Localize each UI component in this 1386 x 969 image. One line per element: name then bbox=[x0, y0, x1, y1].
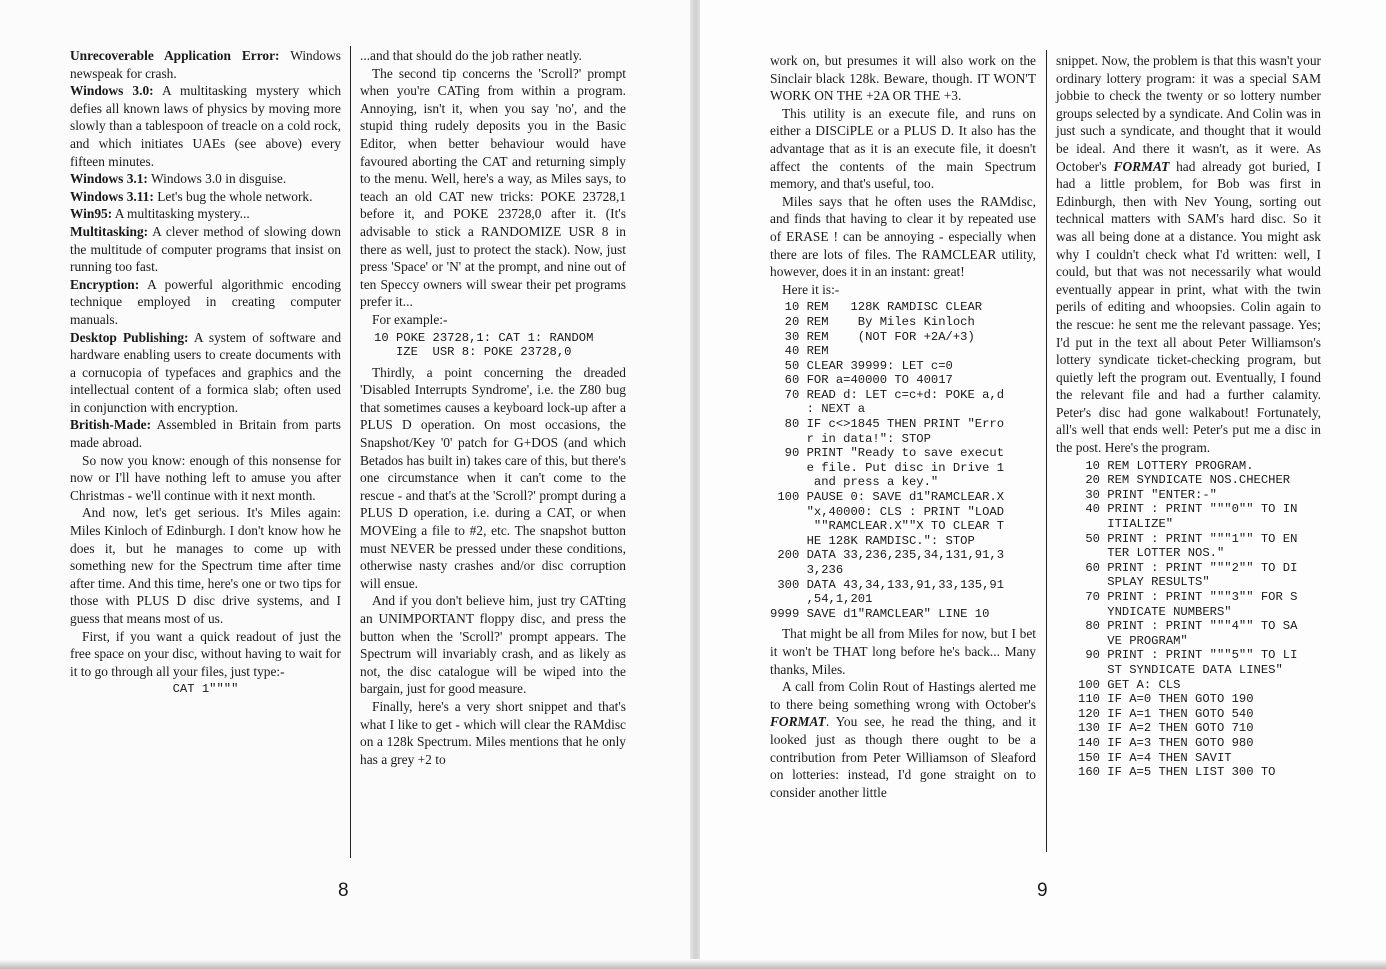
paragraph: So now you know: enough of this nonsense for now or I'll have nothing left to amuse you after Christmas - we'll continue with it next month. bbox=[70, 452, 341, 503]
paragraph: This utility is an execute file, and runs on either a DISCiPLE or a PLUS D. It also has the advantage that as it is an execute file, it doesn't affect the contents of the main Spectrum memory, and that's useful, too. bbox=[770, 105, 1036, 192]
glossary-entry: Windows 3.11: Let's bug the whole network. bbox=[70, 188, 313, 204]
glossary-entry: Unrecoverable Application Error: Windows newspeak for crash. bbox=[70, 48, 342, 81]
right-page bbox=[700, 0, 1386, 969]
glossary-list bbox=[70, 47, 341, 452]
paragraph: That might be all from Miles for now, but I bet it won't be THAT long before he's back... Many thanks, Miles. bbox=[770, 626, 1036, 677]
left-column-2 bbox=[360, 47, 626, 768]
format-magazine-title: FORMAT bbox=[1113, 158, 1170, 174]
column-divider bbox=[1046, 50, 1047, 852]
right-column-2 bbox=[1056, 52, 1321, 784]
paragraph: snippet. Now, the problem is that this wasn't your ordinary lottery program: it was a special SAM jobbie to check the twenty or so lottery number groups selected by a syndicate. And Colin was in just such a syndicate, and thought that it would be ideal. And there it wasn't, as it were. As October's FORMAT had already got buried, I had a little problem, for Bob was first in Edinburgh, then with Nev Young, sorting out technical matters with SAM's hard disc. So it was all being done at a distance. You might ask why I couldn't check what I'd written: well, I could, but that was not necessarily what would eventually appear in print, what with the twin perils of editing and whoopsies. Colin again to the rescue: he sent me the relevant passage. Yes; I'd put in the text all about Peter Williamson's lottery syndicate ticket-checking program, but quietly left the program out. Eventually, I found the relevant file and had a further calamity. Peter's disc had gone walkabout! Fortunately, all's well that ends well: Peter's put me a disc in the post. Here's the program. bbox=[1056, 53, 1321, 456]
paragraph: work on, but presumes it will also work on the Sinclair black 128k. Beware, though. IT WON'T WORK ON THE +2A OR THE +3. bbox=[770, 53, 1036, 104]
paragraph: First, if you want a quick readout of just the free space on your disc, without having to wait for it to go through all your files, just type:- bbox=[70, 628, 341, 679]
glossary-entry: Multitasking: A clever method of slowing down the multitude of computer programs that insist on running too fast. bbox=[70, 223, 342, 275]
paragraph: ...and that should do the job rather neatly. bbox=[360, 48, 582, 63]
bottom-edge-shadow bbox=[0, 959, 1386, 969]
page-number: 9 bbox=[1037, 880, 1048, 901]
column-divider bbox=[350, 46, 351, 858]
paragraph: The second tip concerns the 'Scroll?' prompt when you're CATing from within a program. Annoying, isn't it, when you say 'no', and the stupid thing rudely deposits you in the Basic Editor, when better behaviour would have favoured aborting the CAT and returning simply to the menu. Well, here's a way, as Miles says, to teach an old CAT new tricks: POKE 23728,1 before it, and POKE 23728,0 after it. (It's advisable to stick a RANDOMIZE USR 8 in there as well, just to protect the stack). Now, just press 'Space' or 'N' at the prompt, and nine out of ten Speccy owners will swear their pet programs prefer it... bbox=[360, 65, 626, 310]
glossary-entry: British-Made: Assembled in Britain from parts made abroad. bbox=[70, 417, 342, 451]
glossary-entry: Encryption: A powerful algorithmic encoding technique employed in creating computer manuals. bbox=[70, 276, 341, 327]
paragraph: Here it is:- bbox=[782, 281, 840, 297]
glossary-entry: Desktop Publishing: A system of software and hardware enabling users to create documents with a cornucopia of typefaces and graphics and the intellectual content of a formica slab; often used in conjunction with encryption. bbox=[70, 329, 342, 415]
code-listing: 10 REM 128K RAMDISC CLEAR 20 REM By Miles Kinloch 30 REM (NOT FOR +2A/+3) 40 REM 50 CLEAR 39999: LET c=0 60 FOR a=40000 TO 40017 70 READ d: LET c=c+d: POKE a,d : NEXT a 80 IF c<>1845 THEN PRINT "Erro r in data!": STOP 90 PRINT "Ready to save execut e file. Put disc in Drive 1 and press a key." 100 PAUSE 0: SAVE d1"RAMCLEAR.X "x,40000: CLS : PRINT "LOAD ""RAMCLEAR.X""X TO CLEAR T HE 128K RAMDISC.": STOP 200 DATA 33,236,235,34,131,91,3 3,236 300 DATA 43,34,133,91,33,135,91 ,54,1,201 9999 SAVE d1"RAMCLEAR" LINE 10 bbox=[770, 300, 1005, 621]
paragraph: Miles says that he often uses the RAMdisc, and finds that having to clear it by repeated use of ERASE ! can be annoying - especially when there are lots of files. The RAMCLEAR utility, however, does it in an instant: great! bbox=[770, 193, 1036, 280]
paragraph: For example:- bbox=[372, 311, 448, 327]
paragraph: Finally, here's a very short snippet and that's what I like to get - which will clear the RAMdisc on a 128k Spectrum. Miles mentions that he only has a grey +2 to bbox=[360, 698, 626, 767]
glossary-entry: Win95: A multitasking mystery... bbox=[70, 206, 250, 222]
code-listing: 10 REM LOTTERY PROGRAM. 20 REM SYNDICATE NOS.CHECHER 30 PRINT "ENTER:-" 40 PRINT : PRINT """0"" TO IN ITIALIZE" 50 PRINT : PRINT """1"" TO EN TER LOTTER NOS." 60 PRINT : PRINT """2"" TO DI SPLAY RESULTS" 70 PRINT : PRINT """3"" FOR S YNDICATE NUMBERS" 80 PRINT : PRINT """4"" TO SA VE PROGRAM" 90 PRINT : PRINT """5"" TO LI ST SYNDICATE DATA LINES" 100 GET A: CLS 110 IF A=0 THEN GOTO 190 120 IF A=1 THEN GOTO 540 130 IF A=2 THEN GOTO 710 140 IF A=3 THEN GOTO 980 150 IF A=4 THEN SAVIT 160 IF A=5 THEN LIST 300 TO bbox=[1078, 458, 1298, 780]
right-column-1 bbox=[770, 52, 1036, 801]
code-listing: CAT 1"""" bbox=[172, 682, 239, 697]
code-listing: 10 POKE 23728,1: CAT 1: RANDOM IZE USR 8: POKE 23728,0 bbox=[374, 330, 594, 360]
paragraph: And if you don't believe him, just try CATting an UNIMPORTANT floppy disc, and press the button when the 'Scroll?' prompt appears. The Spectrum will invariably crash, and as likely as not, the disc catalogue will be wiped into the bargain, just for good measure. bbox=[360, 593, 626, 697]
format-magazine-title: FORMAT bbox=[770, 714, 826, 730]
paragraph: And now, let's get serious. It's Miles again: Miles Kinloch of Edinburgh. I don't know how he does it, but he manages to come up with something new for the Spectrum time after time after time. And this time, here's one or two tips for those with PLUS D disc drive systems, and I guess that means most of us. bbox=[70, 505, 341, 626]
left-page bbox=[0, 0, 692, 969]
paragraph: Thirdly, a point concerning the dreaded 'Disabled Interrupts Syndrome', i.e. the Z80 bug that sometimes causes a keyboard lock-up after a PLUS D operation. On most occasions, the Snapshot/Key '0' patch for G+DOS (and which Betados has built in) takes care of this, but there's one circumstance when it can't come to the rescue - and that's at the 'Scroll?' prompt during a PLUS D operation, i.e. during a CAT, or when MOVEing a file to #2, etc. The snapshot button must NEVER be pressed under these conditions, otherwise nasty crashes and/or disc corruption will ensue. bbox=[360, 364, 626, 591]
paragraph: A call from Colin Rout of Hastings alerted me to there being something wrong with October's FORMAT. You see, he read the thing, and it looked just as though there ought to be a contribution from Peter Williamson of Sleaford on lotteries: instead, I'd gone straight on to consider another little bbox=[770, 679, 1036, 800]
glossary-entry: Windows 3.1: Windows 3.0 in disguise. bbox=[70, 171, 287, 187]
glossary-entry: Windows 3.0: A multitasking mystery which defies all known laws of physics by moving more slowly than a tablespoon of treacle on a cold rock, and which initiates UAEs (see above) every fifteen minutes. bbox=[70, 83, 342, 169]
left-column-1 bbox=[70, 47, 341, 701]
page-number: 8 bbox=[338, 880, 349, 901]
